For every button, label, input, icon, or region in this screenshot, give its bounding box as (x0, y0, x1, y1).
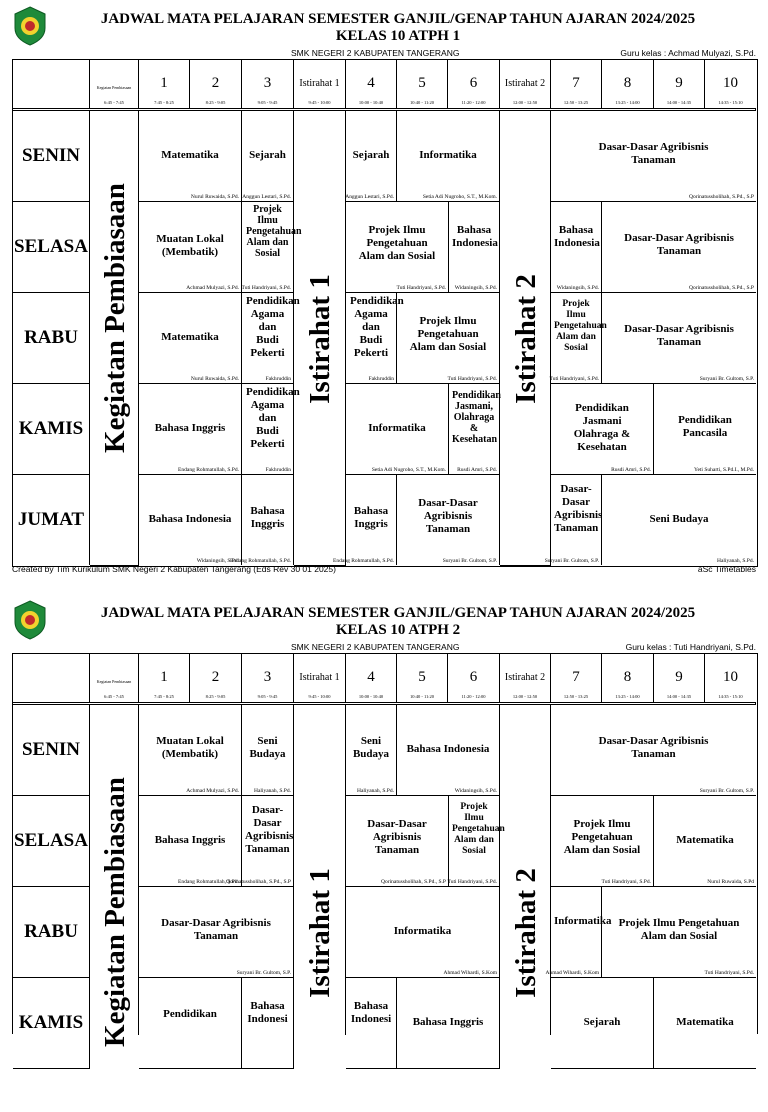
lesson-cell: Muatan Lokal (Membatik) Achmad Mulyazi, S.Pd. (139, 705, 242, 796)
lesson-cell: Dasar-Dasar Agribisnis Tanaman Qorinatussholihah, S.Pd., S.P (602, 202, 756, 293)
lesson-cell: Projek Ilmu Pengetahuan Alam dan Sosial Tuti Handriyani, S.Pd. (241, 204, 302, 291)
header-period-6: 6 11:20 - 12:00 (448, 654, 500, 703)
lesson-cell: Bahasa Indonesi (346, 978, 397, 1069)
lesson-cell: Dasar-Dasar Agribisnis Tanaman Suryani Br. Gultom, S.P. (602, 293, 756, 384)
header-period-2: 2 8:25 - 9:05 (190, 60, 242, 109)
lesson-cell: Matematika Nurul Ruwaida, S.Pd (654, 796, 756, 887)
lesson-cell: Bahasa Indonesia Widaningsih, S.Pd. (551, 202, 602, 293)
header-period-1: 1 7:45 - 8:25 (139, 60, 190, 109)
lesson-cell: Dasar-Dasar Agribisnis Tanaman Qorinatussholihah, S.Pd., S.P (242, 796, 294, 887)
lesson-cell: Sejarah Anggun Lestari, S.Pd. (346, 111, 397, 202)
break-1-column: Istirahat 1 (294, 111, 346, 566)
lesson-cell: Projek Ilmu Pengetahuan Alam dan Sosial Tuti Handriyani, S.Pd. (551, 796, 654, 887)
lesson-cell: Bahasa Inggris Endang Rohmatullah, S.Pd. (346, 475, 397, 565)
lesson-cell: Pendidikan Agama dan Budi Pekerti Fakhruddin (346, 293, 397, 384)
header-period-5: 5 10:40 - 11:20 (397, 654, 448, 703)
header-break-1: Istirahat 1 9:45 - 10:00 (294, 654, 346, 703)
school-logo (12, 600, 48, 640)
day-tuesday: SELASA (13, 796, 90, 887)
day-monday: SENIN (13, 111, 90, 202)
lesson-cell: Projek Ilmu Pengetahuan Alam dan Sosial Tuti Handriyani, S.Pd. (602, 887, 756, 978)
lesson-cell: Sejarah (551, 978, 654, 1069)
lesson-cell: Pendidikan Agama dan Budi Pekerti Fakhruddin (242, 384, 294, 475)
kegiatan-column: Kegiatan Pembiasaan (90, 111, 139, 566)
lesson-cell: Pendidikan Jasmani, Olahraga & Kesehatan Rusdi Amri, S.Pd. (449, 384, 500, 475)
break-1-column: Istirahat 1 (294, 705, 346, 1035)
header-period-5: 5 10:40 - 11:20 (397, 60, 448, 109)
lesson-cell: Dasar-Dasar Agribisnis Tanaman Qorinatussholihah, S.Pd., S.P (346, 796, 449, 887)
lesson-cell: Bahasa Indonesia Widaningsih, S.Pd. (139, 475, 242, 565)
lesson-cell: Bahasa Inggris (397, 978, 500, 1069)
lesson-cell: Pendidikan Pancasila Yeti Suharti, S.Pd.I., M.Pd. (654, 384, 756, 475)
school-name: SMK NEGERI 2 KABUPATEN TANGERANG (291, 642, 460, 652)
lesson-cell: Bahasa Inggris Endang Rohmatullah, S.Pd. (139, 796, 242, 887)
footer-credit: Created by Tim Kurikulum SMK Negeri 2 Kabupaten Tangerang (Eds Rev 30 01 2025) (12, 564, 336, 574)
class-name: KELAS 10 ATPH 2 (335, 622, 461, 638)
day-thursday: KAMIS (13, 978, 90, 1069)
homeroom-teacher: Guru kelas : Achmad Mulyazi, S.Pd. (620, 48, 756, 58)
header-break-2: Istirahat 2 12:00 - 12:50 (500, 60, 551, 109)
lesson-cell: Informatika Ahmad Wihardi, S.Kom (551, 887, 602, 978)
header-period-7: 7 12:50 - 13:25 (551, 654, 602, 703)
lesson-cell: Projek Ilmu Pengetahuan Alam dan Sosial Tuti Handriyani, S.Pd. (551, 293, 602, 384)
lesson-cell: Dasar-Dasar Agribisnis Tanaman Suryani Br. Gultom, S.P. (551, 475, 602, 565)
header-period-9: 9 14:00 - 14:35 (654, 60, 705, 109)
header-period-10: 10 14:35 - 15:10 (705, 654, 756, 703)
timetable-grid (12, 59, 758, 567)
break-2-column: Istirahat 2 (500, 111, 551, 566)
lesson-cell: Seni Budaya Haliyanah, S.Pd. (242, 705, 294, 796)
lesson-cell: Pendidikan (139, 978, 242, 1069)
lesson-cell: Projek Ilmu Pengetahuan Alam dan Sosial Tuti Handriyani, S.Pd. (346, 202, 449, 293)
header-period-3: 3 9:05 - 9:45 (242, 654, 294, 703)
lesson-cell: Bahasa Indonesia Widaningsih, S.Pd. (397, 705, 500, 796)
day-tuesday: SELASA (13, 202, 90, 293)
header-period-3: 3 9:05 - 9:45 (242, 60, 294, 109)
header-period-8: 8 13:25 - 14:00 (602, 654, 654, 703)
day-wednesday: RABU (13, 293, 90, 384)
class-name: KELAS 10 ATPH 1 (335, 28, 461, 44)
header-period-4: 4 10:00 - 10:40 (346, 60, 397, 109)
lesson-cell: Muatan Lokal (Membatik) Achmad Mulyazi, S.Pd. (139, 202, 242, 293)
day-monday: SENIN (13, 705, 90, 796)
header-kegiatan: Kegiatan Pembiasaan 6:45 - 7:45 (90, 60, 139, 109)
timetable-grid (12, 653, 758, 1047)
lesson-cell: Matematika Nurul Ruwaida, S.Pd. (139, 293, 242, 384)
lesson-cell: Informatika Ahmad Wihardi, S.Kom (346, 887, 500, 978)
lesson-cell: Dasar-Dasar Agribisnis Tanaman Suryani Br. Gultom, S.P. (397, 475, 500, 565)
homeroom-teacher: Guru kelas : Tuti Handriyani, S.Pd. (625, 642, 756, 652)
lesson-cell: Matematika (654, 978, 756, 1069)
lesson-cell: Projek Ilmu Pengetahuan Alam dan Sosial Tuti Handriyani, S.Pd. (449, 796, 500, 887)
lesson-cell: Bahasa Inggris Endang Rohmatullah, S.Pd. (139, 384, 242, 475)
lesson-cell: Pendidikan Agama dan Budi Pekerti Fakhruddin (242, 293, 294, 384)
lesson-cell: Informatika Setia Adi Nugroho, S.T., M.Kom. (397, 111, 500, 202)
lesson-cell: Projek Ilmu Pengetahuan Alam dan Sosial Tuti Handriyani, S.Pd. (397, 293, 500, 384)
lesson-cell: Pendidikan Jasmani Olahraga & Kesehatan Rusdi Amri, S.Pd. (551, 384, 654, 475)
day-thursday: KAMIS (13, 384, 90, 475)
lesson-cell: Sejarah Anggun Lestari, S.Pd. (242, 111, 294, 202)
school-logo (12, 6, 48, 46)
schedule-title: JADWAL MATA PELAJARAN SEMESTER GANJIL/GENAP TAHUN AJARAN 2024/2025 (100, 605, 696, 621)
header-period-7: 7 12:50 - 13:25 (551, 60, 602, 109)
header-break-2: Istirahat 2 12:00 - 12:50 (500, 654, 551, 703)
day-friday: JUMAT (13, 475, 90, 565)
day-wednesday: RABU (13, 887, 90, 978)
header-period-9: 9 14:00 - 14:35 (654, 654, 705, 703)
lesson-cell: Dasar-Dasar Agribisnis Tanaman Qorinatussholihah, S.Pd., S.P (551, 111, 756, 202)
header-period-8: 8 13:25 - 14:00 (602, 60, 654, 109)
schedule-title: JADWAL MATA PELAJARAN SEMESTER GANJIL/GENAP TAHUN AJARAN 2024/2025 (100, 11, 696, 27)
school-name: SMK NEGERI 2 KABUPATEN TANGERANG (291, 48, 460, 58)
lesson-cell: Seni Budaya Haliyanah, S.Pd. (346, 705, 397, 796)
header-corner (13, 60, 90, 109)
header-break-1: Istirahat 1 9:45 - 10:00 (294, 60, 346, 109)
lesson-cell: Bahasa Inggris Endang Rohmatullah, S.Pd. (242, 475, 294, 565)
lesson-cell: Bahasa Indonesi (242, 978, 294, 1069)
lesson-cell: Informatika Setia Adi Nugroho, S.T., M.Kom. (346, 384, 449, 475)
break-2-column: Istirahat 2 (500, 705, 551, 1035)
header-period-4: 4 10:00 - 10:40 (346, 654, 397, 703)
header-period-1: 1 7:45 - 8:25 (139, 654, 190, 703)
lesson-cell: Dasar-Dasar Agribisnis Tanaman Suryani Br. Gultom, S.P. (139, 887, 294, 978)
footer-brand: aSc Timetables (697, 564, 756, 574)
lesson-cell: Bahasa Indonesia Widaningsih, S.Pd. (449, 202, 500, 293)
header-kegiatan: Kegiatan Pembiasaan 6:45 - 7:45 (90, 654, 139, 703)
lesson-cell: Seni Budaya Haliyanah, S.Pd. (649, 513, 754, 564)
header-corner (13, 654, 90, 703)
header-period-10: 10 14:35 - 15:10 (705, 60, 756, 109)
header-period-2: 2 8:25 - 9:05 (190, 654, 242, 703)
kegiatan-column: Kegiatan Pembiasaan (90, 705, 139, 1035)
lesson-cell: Dasar-Dasar Agribisnis Tanaman Suryani Br. Gultom, S.P. (551, 705, 756, 796)
lesson-cell: Matematika Nurul Ruwaida, S.Pd. (139, 111, 242, 202)
header-period-6: 6 11:20 - 12:00 (448, 60, 500, 109)
